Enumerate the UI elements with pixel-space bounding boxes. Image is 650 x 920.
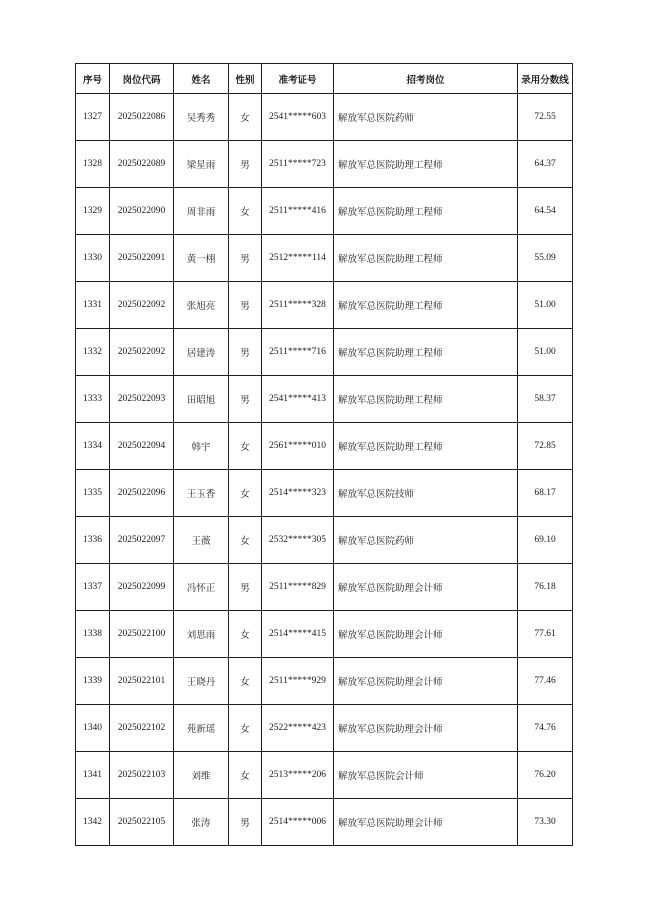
cell-exam_no: 2514*****415 bbox=[262, 611, 334, 658]
column-header-gender: 性别 bbox=[229, 64, 262, 94]
cell-index: 1341 bbox=[76, 752, 110, 799]
cell-gender: 女 bbox=[229, 517, 262, 564]
table-row bbox=[76, 752, 573, 799]
cell-name: 田昭旭 bbox=[174, 376, 229, 423]
cell-index: 1337 bbox=[76, 564, 110, 611]
cell-score_line: 77.61 bbox=[518, 611, 573, 658]
cell-exam_no: 2514*****006 bbox=[262, 799, 334, 846]
cell-name: 刘思雨 bbox=[174, 611, 229, 658]
cell-name: 刘维 bbox=[174, 752, 229, 799]
cell-index: 1331 bbox=[76, 282, 110, 329]
cell-post_code: 2025022090 bbox=[110, 188, 174, 235]
table-row bbox=[76, 470, 573, 517]
cell-post_code: 2025022089 bbox=[110, 141, 174, 188]
cell-post_code: 2025022100 bbox=[110, 611, 174, 658]
cell-score_line: 74.76 bbox=[518, 705, 573, 752]
table-row bbox=[76, 376, 573, 423]
table-row bbox=[76, 282, 573, 329]
cell-exam_no: 2514*****323 bbox=[262, 470, 334, 517]
cell-post: 解放军总医院助理会计师 bbox=[334, 705, 518, 752]
cell-post: 解放军总医院助理工程师 bbox=[334, 141, 518, 188]
table-row bbox=[76, 658, 573, 705]
cell-gender: 女 bbox=[229, 752, 262, 799]
table-row bbox=[76, 564, 573, 611]
cell-post: 解放军总医院会计师 bbox=[334, 752, 518, 799]
cell-index: 1336 bbox=[76, 517, 110, 564]
cell-score_line: 58.37 bbox=[518, 376, 573, 423]
cell-name: 冯怀正 bbox=[174, 564, 229, 611]
cell-exam_no: 2541*****413 bbox=[262, 376, 334, 423]
cell-exam_no: 2511*****829 bbox=[262, 564, 334, 611]
column-header-post_code: 岗位代码 bbox=[110, 64, 174, 94]
cell-exam_no: 2541*****603 bbox=[262, 94, 334, 141]
cell-gender: 男 bbox=[229, 235, 262, 282]
cell-index: 1328 bbox=[76, 141, 110, 188]
cell-gender: 女 bbox=[229, 423, 262, 470]
table-header bbox=[76, 64, 573, 94]
cell-exam_no: 2522*****423 bbox=[262, 705, 334, 752]
cell-gender: 女 bbox=[229, 658, 262, 705]
cell-exam_no: 2511*****929 bbox=[262, 658, 334, 705]
cell-name: 韩宇 bbox=[174, 423, 229, 470]
cell-score_line: 51.00 bbox=[518, 329, 573, 376]
cell-post_code: 2025022091 bbox=[110, 235, 174, 282]
cell-post: 解放军总医院助理会计师 bbox=[334, 611, 518, 658]
cell-index: 1327 bbox=[76, 94, 110, 141]
table-row bbox=[76, 705, 573, 752]
cell-score_line: 55.09 bbox=[518, 235, 573, 282]
cell-score_line: 51.00 bbox=[518, 282, 573, 329]
cell-exam_no: 2561*****010 bbox=[262, 423, 334, 470]
column-header-name: 姓名 bbox=[174, 64, 229, 94]
table-row bbox=[76, 235, 573, 282]
column-header-index: 序号 bbox=[76, 64, 110, 94]
cell-post: 解放军总医院助理工程师 bbox=[334, 235, 518, 282]
table-row bbox=[76, 329, 573, 376]
cell-name: 王晓丹 bbox=[174, 658, 229, 705]
cell-gender: 女 bbox=[229, 94, 262, 141]
column-header-score_line: 录用分数线 bbox=[518, 64, 573, 94]
cell-exam_no: 2511*****716 bbox=[262, 329, 334, 376]
cell-index: 1329 bbox=[76, 188, 110, 235]
cell-name: 黄一栩 bbox=[174, 235, 229, 282]
cell-exam_no: 2511*****416 bbox=[262, 188, 334, 235]
cell-index: 1340 bbox=[76, 705, 110, 752]
column-header-exam_no: 准考证号 bbox=[262, 64, 334, 94]
table-row bbox=[76, 799, 573, 846]
cell-index: 1332 bbox=[76, 329, 110, 376]
cell-name: 居建涛 bbox=[174, 329, 229, 376]
header-row bbox=[76, 64, 573, 94]
cell-score_line: 64.37 bbox=[518, 141, 573, 188]
cell-gender: 男 bbox=[229, 141, 262, 188]
recruitment-score-table bbox=[75, 63, 573, 846]
cell-exam_no: 2511*****328 bbox=[262, 282, 334, 329]
table-row bbox=[76, 423, 573, 470]
cell-name: 王薇 bbox=[174, 517, 229, 564]
cell-post: 解放军总医院助理工程师 bbox=[334, 423, 518, 470]
cell-post: 解放军总医院药师 bbox=[334, 94, 518, 141]
table-row bbox=[76, 611, 573, 658]
table-row bbox=[76, 517, 573, 564]
cell-exam_no: 2513*****206 bbox=[262, 752, 334, 799]
cell-post: 解放军总医院助理工程师 bbox=[334, 376, 518, 423]
cell-post_code: 2025022103 bbox=[110, 752, 174, 799]
cell-name: 张旭亮 bbox=[174, 282, 229, 329]
cell-index: 1335 bbox=[76, 470, 110, 517]
cell-gender: 女 bbox=[229, 705, 262, 752]
cell-gender: 男 bbox=[229, 799, 262, 846]
table-body bbox=[76, 94, 573, 846]
cell-name: 苑新瑶 bbox=[174, 705, 229, 752]
cell-exam_no: 2511*****723 bbox=[262, 141, 334, 188]
cell-score_line: 76.20 bbox=[518, 752, 573, 799]
cell-score_line: 72.55 bbox=[518, 94, 573, 141]
cell-post: 解放军总医院助理工程师 bbox=[334, 188, 518, 235]
cell-gender: 男 bbox=[229, 329, 262, 376]
cell-index: 1334 bbox=[76, 423, 110, 470]
cell-gender: 女 bbox=[229, 611, 262, 658]
cell-post_code: 2025022099 bbox=[110, 564, 174, 611]
cell-post_code: 2025022097 bbox=[110, 517, 174, 564]
cell-name: 张涛 bbox=[174, 799, 229, 846]
cell-post_code: 2025022101 bbox=[110, 658, 174, 705]
column-header-post: 招考岗位 bbox=[334, 64, 518, 94]
cell-post: 解放军总医院助理会计师 bbox=[334, 658, 518, 705]
cell-post_code: 2025022102 bbox=[110, 705, 174, 752]
cell-post_code: 2025022093 bbox=[110, 376, 174, 423]
cell-index: 1342 bbox=[76, 799, 110, 846]
cell-score_line: 68.17 bbox=[518, 470, 573, 517]
cell-post_code: 2025022105 bbox=[110, 799, 174, 846]
cell-gender: 女 bbox=[229, 470, 262, 517]
cell-score_line: 64.54 bbox=[518, 188, 573, 235]
cell-post: 解放军总医院助理工程师 bbox=[334, 329, 518, 376]
table-row bbox=[76, 94, 573, 141]
cell-index: 1339 bbox=[76, 658, 110, 705]
cell-post_code: 2025022086 bbox=[110, 94, 174, 141]
cell-name: 周非雨 bbox=[174, 188, 229, 235]
cell-post_code: 2025022092 bbox=[110, 282, 174, 329]
cell-post_code: 2025022094 bbox=[110, 423, 174, 470]
cell-post: 解放军总医院助理会计师 bbox=[334, 564, 518, 611]
cell-post_code: 2025022092 bbox=[110, 329, 174, 376]
cell-index: 1330 bbox=[76, 235, 110, 282]
cell-index: 1338 bbox=[76, 611, 110, 658]
cell-name: 梁星雨 bbox=[174, 141, 229, 188]
cell-exam_no: 2532*****305 bbox=[262, 517, 334, 564]
cell-post: 解放军总医院技师 bbox=[334, 470, 518, 517]
cell-name: 吴秀秀 bbox=[174, 94, 229, 141]
table-row bbox=[76, 188, 573, 235]
cell-gender: 男 bbox=[229, 282, 262, 329]
cell-name: 王玉香 bbox=[174, 470, 229, 517]
cell-gender: 女 bbox=[229, 188, 262, 235]
table-row bbox=[76, 141, 573, 188]
cell-score_line: 72.85 bbox=[518, 423, 573, 470]
cell-post: 解放军总医院助理会计师 bbox=[334, 799, 518, 846]
cell-exam_no: 2512*****114 bbox=[262, 235, 334, 282]
cell-score_line: 76.18 bbox=[518, 564, 573, 611]
cell-post: 解放军总医院助理工程师 bbox=[334, 282, 518, 329]
cell-score_line: 77.46 bbox=[518, 658, 573, 705]
cell-gender: 男 bbox=[229, 376, 262, 423]
cell-index: 1333 bbox=[76, 376, 110, 423]
cell-post_code: 2025022096 bbox=[110, 470, 174, 517]
cell-post: 解放军总医院药师 bbox=[334, 517, 518, 564]
cell-gender: 男 bbox=[229, 564, 262, 611]
cell-score_line: 73.30 bbox=[518, 799, 573, 846]
cell-score_line: 69.10 bbox=[518, 517, 573, 564]
